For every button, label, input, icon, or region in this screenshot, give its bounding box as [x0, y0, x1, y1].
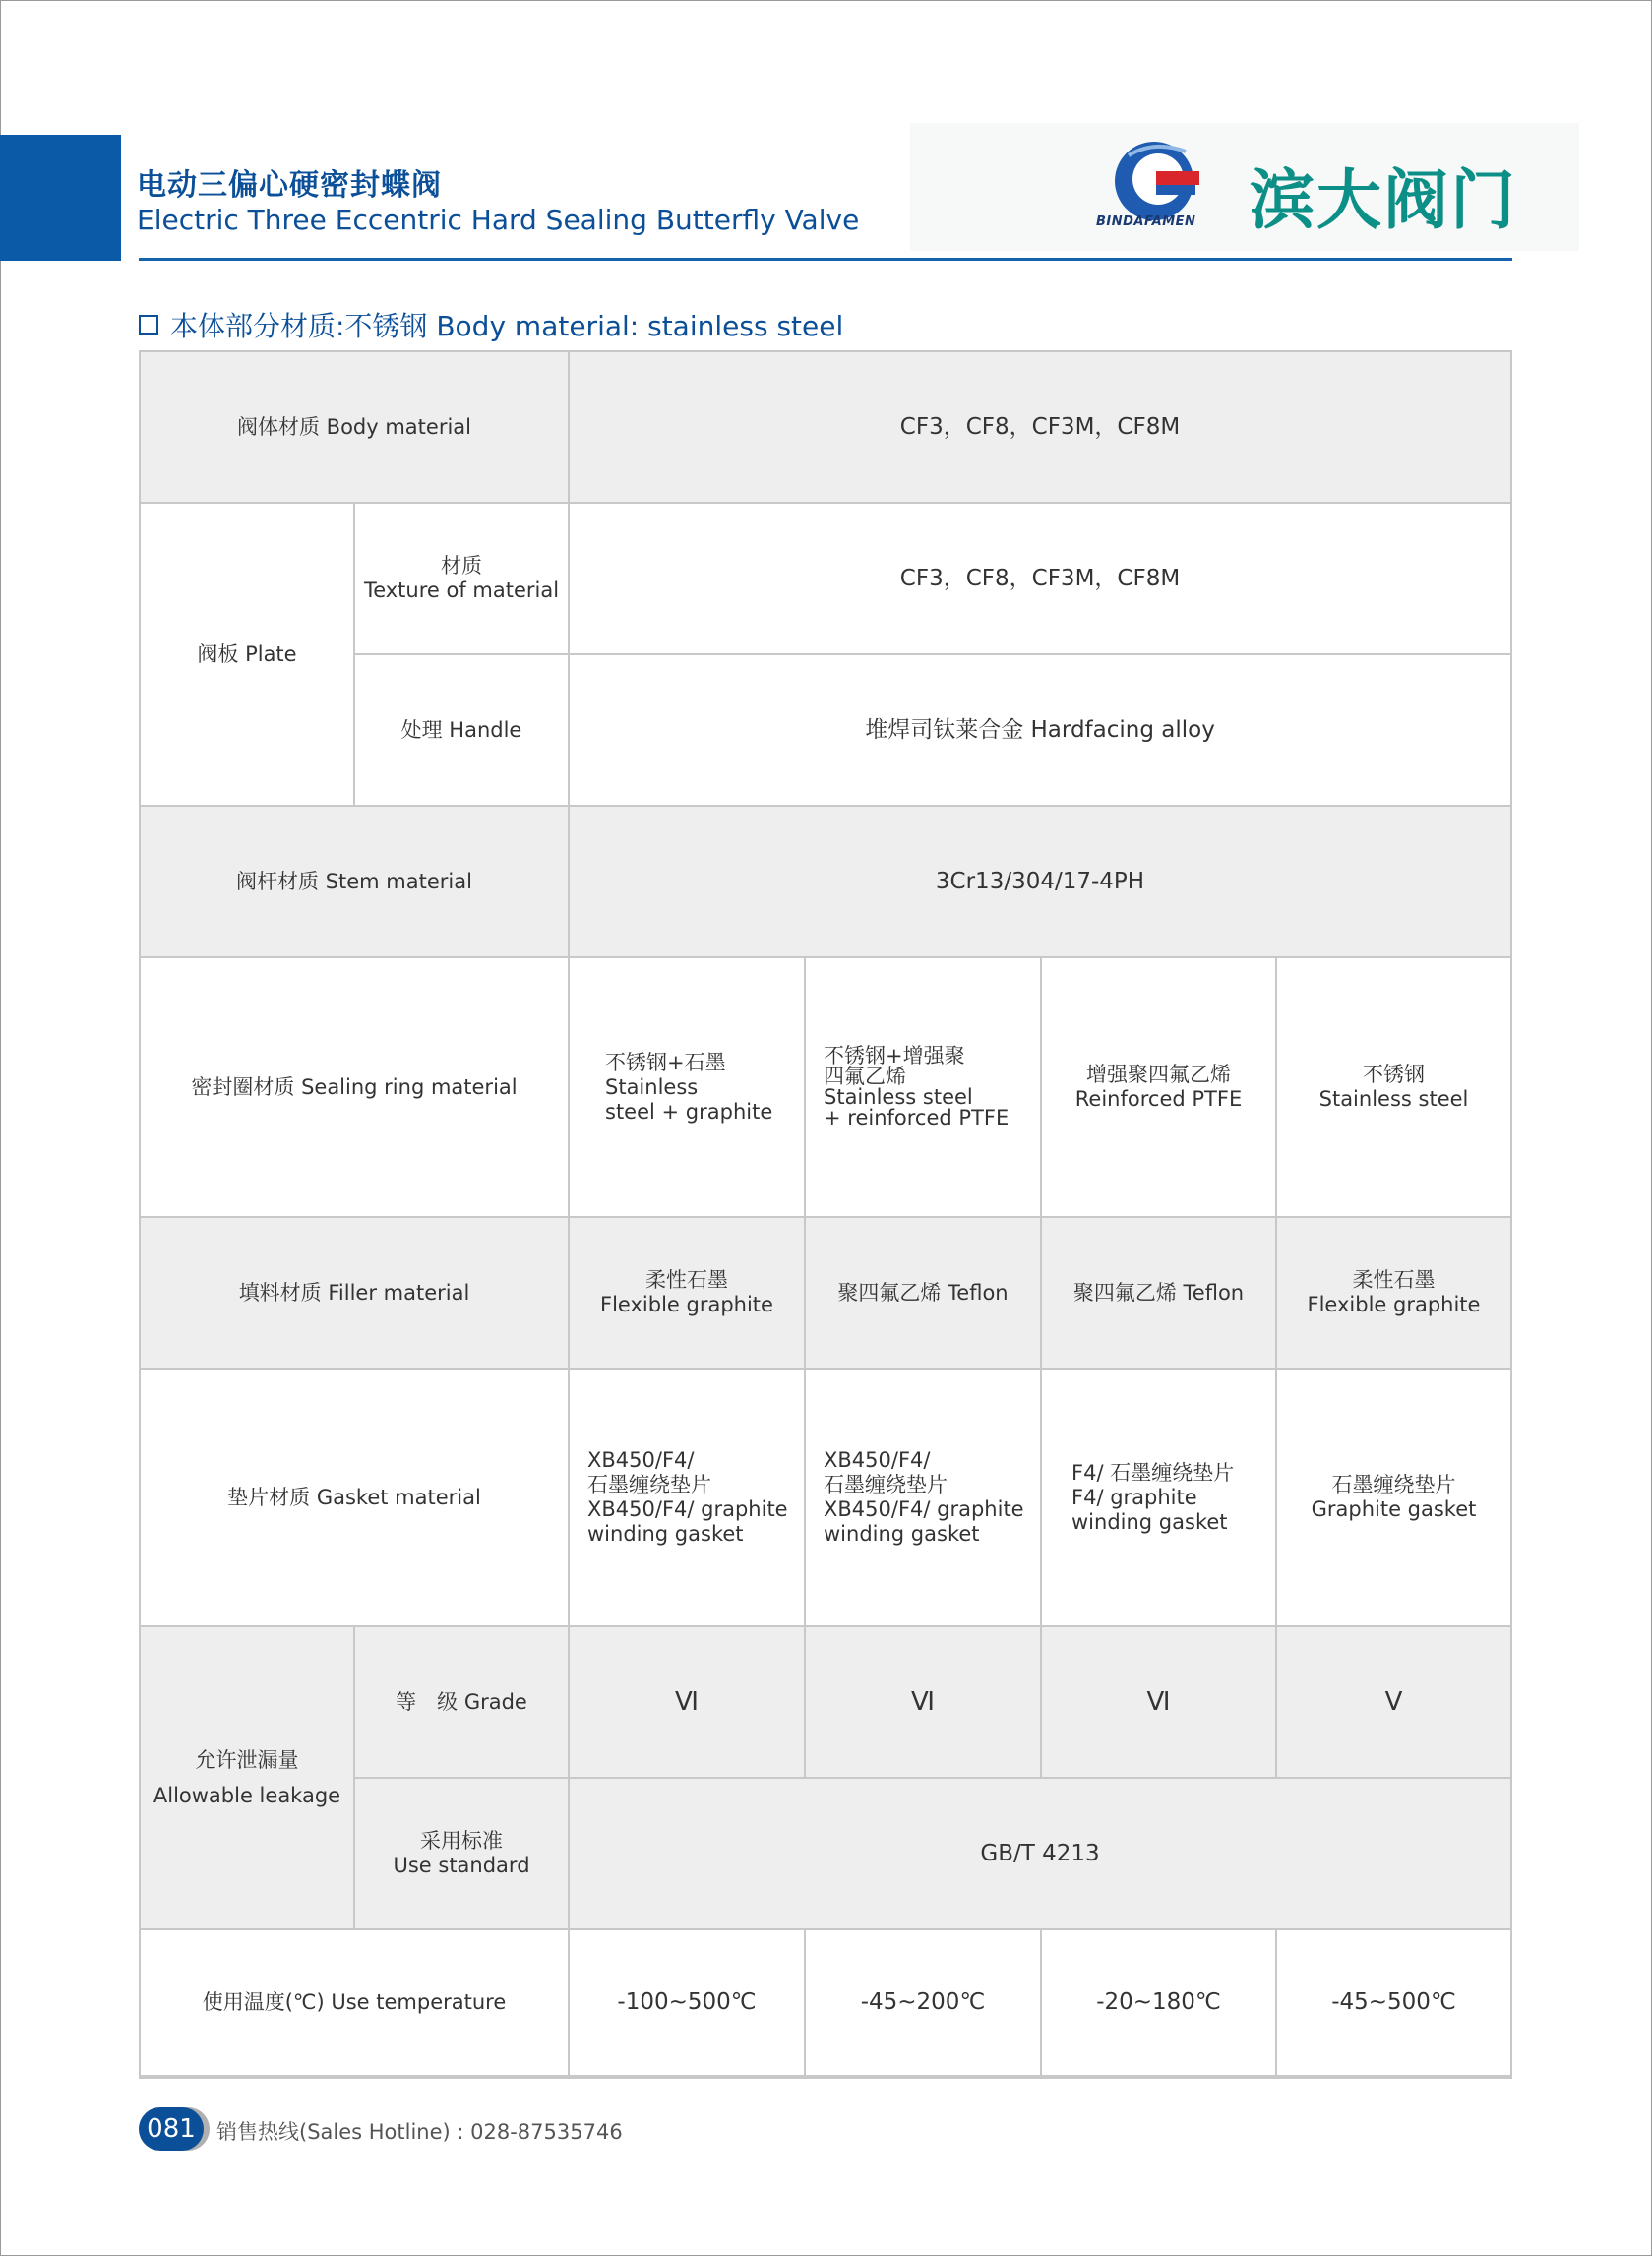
header-divider: [139, 258, 1512, 261]
filler-4-line-2: Flexible graphite: [1307, 1293, 1481, 1316]
sealing-ring-1-line-3: steel + graphite: [605, 1099, 773, 1124]
header-accent-bar: [0, 135, 121, 261]
leakage-standard-label: [355, 1779, 570, 1930]
sealing-ring-2-line-2: 四氟乙烯: [824, 1065, 906, 1088]
logo-brand-name: 滨大阀门: [1250, 162, 1517, 238]
leakage-grade-2: Ⅵ: [806, 1627, 1042, 1779]
checkbox-square-icon: [139, 315, 158, 335]
plate-texture-value: CF3，CF8，CF3M，CF8M: [570, 504, 1512, 655]
leakage-grade-4: Ⅴ: [1277, 1627, 1512, 1779]
gasket-1-line-4: winding gasket: [587, 1522, 744, 1546]
sealing-ring-3-line-1: 增强聚四氟乙烯: [1086, 1063, 1231, 1086]
section-title-text: 本体部分材质:不锈钢 Body material: stainless steel: [170, 310, 844, 342]
temperature-value-2: -45~200℃: [806, 1930, 1042, 2077]
sealing-ring-2-line-1: 不锈钢+增强聚: [824, 1044, 965, 1067]
temperature-value-3: -20~180℃: [1042, 1930, 1277, 2077]
leakage-standard-label-en: Use standard: [393, 1854, 530, 1877]
filler-value-3: 聚四氟乙烯 Teflon: [1042, 1218, 1277, 1370]
plate-label: 阀板 Plate: [141, 504, 355, 807]
gasket-1-line-3: XB450/F4/ graphite: [587, 1497, 788, 1521]
plate-handle-label: 处理 Handle: [355, 655, 570, 807]
body-material-value: CF3，CF8，CF3M，CF8M: [570, 352, 1512, 504]
gasket-3-line-3: winding gasket: [1071, 1509, 1228, 1534]
material-spec-table: [139, 350, 1512, 2079]
gasket-2-line-2: 石墨缠绕垫片: [824, 1473, 948, 1496]
sealing-ring-label: 密封圈材质 Sealing ring material: [141, 958, 570, 1218]
filler-value-4: [1277, 1218, 1512, 1370]
filler-material-label: 填料材质 Filler material: [141, 1218, 570, 1370]
page-number-badge: 081: [139, 2107, 204, 2151]
sealing-ring-value-1: [570, 958, 806, 1218]
leakage-label-en: Allowable leakage: [153, 1784, 341, 1807]
gasket-2-line-3: XB450/F4/ graphite: [824, 1497, 1024, 1521]
plate-texture-label-cn: 材质: [441, 554, 482, 578]
gasket-value-1: [570, 1370, 806, 1627]
sealing-ring-4-line-2: Stainless steel: [1318, 1087, 1469, 1111]
gasket-2-line-1: XB450/F4/: [824, 1448, 931, 1472]
gasket-4-line-2: Graphite gasket: [1311, 1497, 1477, 1521]
section-title: [139, 305, 843, 344]
temperature-value-4: -45~500℃: [1277, 1930, 1512, 2077]
sealing-ring-3-line-2: Reinforced PTFE: [1074, 1087, 1243, 1111]
sealing-ring-2-line-4: + reinforced PTFE: [824, 1106, 1010, 1129]
plate-handle-value: 堆焊司钛莱合金 Hardfacing alloy: [570, 655, 1512, 807]
filler-value-2: 聚四氟乙烯 Teflon: [806, 1218, 1042, 1370]
sales-hotline: 销售热线(Sales Hotline) : 028-87535746: [216, 2120, 623, 2144]
sealing-ring-1-line-2: Stainless: [605, 1074, 699, 1099]
gasket-value-2: [806, 1370, 1042, 1627]
logo-latin-text: BINDAFAMEN: [1096, 214, 1196, 229]
sealing-ring-2-line-3: Stainless steel: [824, 1085, 973, 1109]
sealing-ring-value-2: [806, 958, 1042, 1218]
page-title-en: Electric Three Eccentric Hard Sealing Butterfly Valve: [137, 204, 860, 236]
stem-material-value: 3Cr13/304/17-4PH: [570, 807, 1512, 958]
stem-material-label: 阀杆材质 Stem material: [141, 807, 570, 958]
temperature-label: 使用温度(℃) Use temperature: [141, 1930, 570, 2077]
leakage-grade-3: Ⅵ: [1042, 1627, 1277, 1779]
gasket-3-line-2: F4/ graphite: [1071, 1485, 1197, 1509]
plate-texture-label: [355, 504, 570, 655]
gasket-4-line-1: 石墨缠绕垫片: [1331, 1473, 1456, 1496]
gasket-value-3: [1042, 1370, 1277, 1627]
bindafamen-logo-icon: [1109, 138, 1199, 224]
filler-1-line-1: 柔性石墨: [644, 1268, 728, 1292]
sealing-ring-value-4: [1277, 958, 1512, 1218]
sealing-ring-value-3: [1042, 958, 1277, 1218]
filler-4-line-1: 柔性石墨: [1352, 1268, 1436, 1292]
leakage-label-cn: 允许泄漏量: [195, 1748, 299, 1772]
sealing-ring-1-line-1: 不锈钢+石墨: [605, 1050, 726, 1074]
filler-value-1: [570, 1218, 806, 1370]
leakage-grade-1: Ⅵ: [570, 1627, 806, 1779]
gasket-1-line-1: XB450/F4/: [587, 1448, 695, 1472]
leakage-grade-label: 等 级 Grade: [355, 1627, 570, 1779]
temperature-value-1: -100~500℃: [570, 1930, 806, 2077]
plate-texture-label-en: Texture of material: [363, 579, 560, 602]
leakage-label: [141, 1627, 355, 1930]
gasket-3-line-1: F4/ 石墨缠绕垫片: [1071, 1460, 1235, 1485]
leakage-standard-value: GB/T 4213: [570, 1779, 1512, 1930]
gasket-value-4: [1277, 1370, 1512, 1627]
body-material-label: 阀体材质 Body material: [141, 352, 570, 504]
sealing-ring-4-line-1: 不锈钢: [1363, 1063, 1425, 1086]
gasket-1-line-2: 石墨缠绕垫片: [587, 1473, 711, 1496]
filler-1-line-2: Flexible graphite: [600, 1293, 773, 1316]
gasket-2-line-4: winding gasket: [824, 1522, 980, 1546]
gasket-material-label: 垫片材质 Gasket material: [141, 1370, 570, 1627]
page-title-cn: 电动三偏心硬密封蝶阀: [137, 168, 442, 203]
leakage-standard-label-cn: 采用标准: [420, 1829, 503, 1853]
